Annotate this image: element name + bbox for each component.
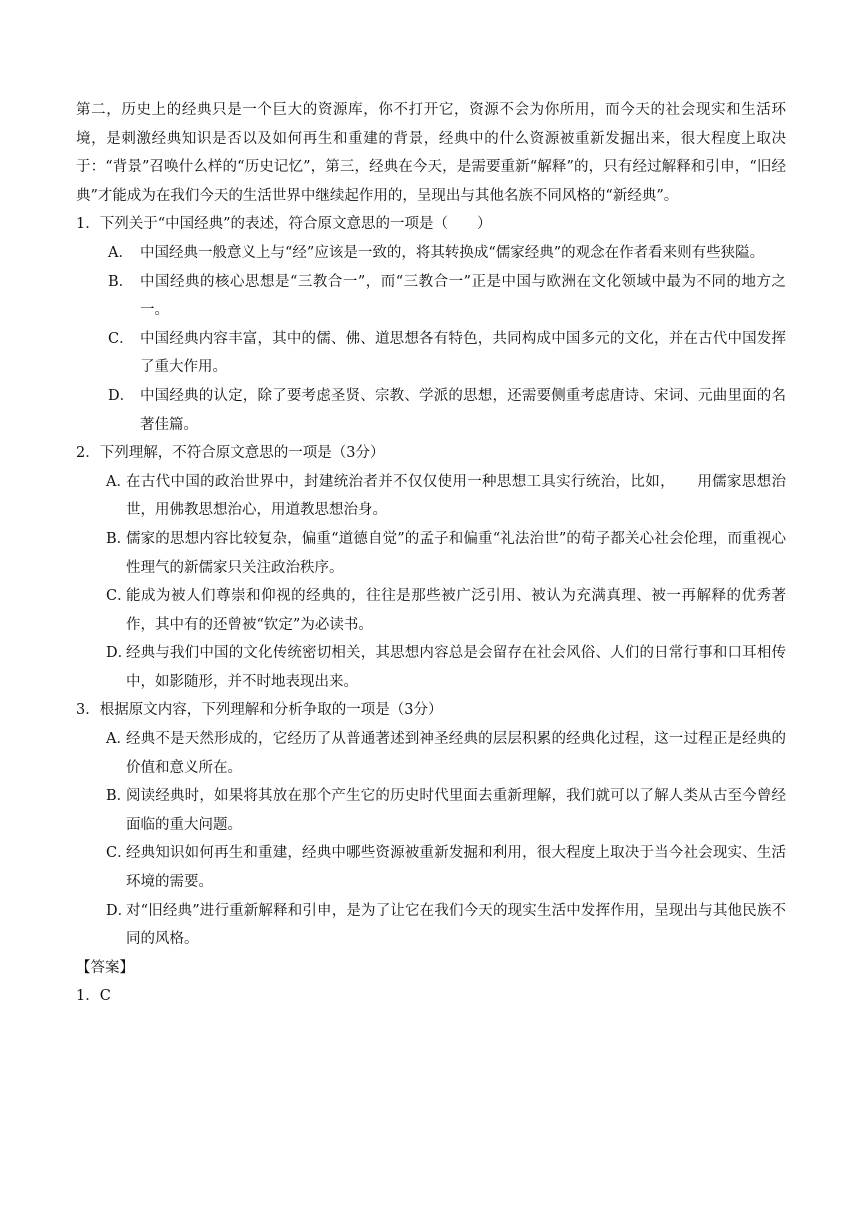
option-text: 对“旧经典”进行重新解释和引申，是为了让它在我们今天的现实生活中发挥作用，呈现出与其他民族不同的风格。 <box>126 902 786 948</box>
document-body <box>76 96 786 1011</box>
question-3-option-c <box>76 839 786 896</box>
option-text: 中国经典的认定，除了要考虑圣贤、宗教、学派的思想，还需要侧重考虑唐诗、宋词、元曲里面的名著佳篇。 <box>140 387 786 433</box>
question-2-stem: 2．下列理解，不符合原文意思的一项是（3分） <box>76 445 385 462</box>
question-3-option-a <box>76 725 786 782</box>
question-2-option-d <box>76 639 786 696</box>
question-2-option-c <box>76 582 786 639</box>
option-letter: A． <box>108 244 133 261</box>
question-2-option-a <box>76 468 786 525</box>
option-text: 中国经典一般意义上与“经”应该是一致的，将其转换成“儒家经典”的观念在作者看来则有些狭隘。 <box>140 244 765 261</box>
question-1-stem: 1．下列关于“中国经典”的表述，符合原文意思的一项是（ ） <box>76 216 492 233</box>
option-text: 儒家的思想内容比较复杂，偏重“道德自觉”的孟子和偏重“礼法治世”的荀子都关心社会伦理，而重视心性理气的新儒家只关注政治秩序。 <box>126 530 786 576</box>
answer-line-1: 1．C <box>76 988 111 1005</box>
question-3-stem: 3．根据原文内容，下列理解和分析争取的一项是（3分） <box>76 702 443 719</box>
question-1 <box>76 210 786 439</box>
option-letter: B． <box>108 273 134 290</box>
option-letter: C． <box>108 330 134 347</box>
option-text: 经典与我们中国的文化传统密切相关，其思想内容总是会留存在社会风俗、人们的日常行事和口耳相传中，如影随形，并不时地表现出来。 <box>126 645 786 690</box>
passage-paragraph: 第二，历史上的经典只是一个巨大的资源库，你不打开它，资源不会为你所用，而今天的社会现实和生活环境，是刺激经典知识是否以及如何再生和重建的背景，经典中的什么资源被重新发掘出来，很大程度上取决于：“背景”召唤什么样的“历史记忆”，第三，经典在今天，是需要重新“解释”的，只有经过解释和引申，“旧经典”才能成为在我们今天的生活世界中继续起作用的，呈现出与其他名族不同风格的“新经典”。 <box>76 102 786 204</box>
question-1-option-a <box>76 239 786 268</box>
question-3-option-d <box>76 897 786 954</box>
option-text: 能成为被人们尊崇和仰视的经典的，往往是那些被广泛引用、被认为充满真理、被一再解释的优秀著作，其中有的还曾被“钦定”为必读书。 <box>126 588 786 633</box>
question-1-option-b <box>76 268 786 325</box>
option-letter: A． <box>106 731 131 748</box>
question-3-options <box>76 725 786 954</box>
option-letter: C． <box>106 845 132 862</box>
option-letter: D． <box>108 387 135 404</box>
option-letter: B． <box>106 788 132 805</box>
question-1-option-c <box>76 325 786 382</box>
option-text: 经典知识如何再生和重建，经典中哪些资源被重新发掘和利用，很大程度上取决于当今社会现实、生活环境的需要。 <box>126 845 786 891</box>
question-3 <box>76 696 786 953</box>
option-text: 阅读经典时，如果将其放在那个产生它的历史时代里面去重新理解，我们就可以了解人类从古至今曾经面临的重大问题。 <box>126 788 786 833</box>
option-letter: D． <box>106 902 133 919</box>
question-1-options <box>76 239 786 439</box>
question-3-option-b <box>76 782 786 839</box>
option-text: 中国经典内容丰富，其中的儒、佛、道思想各有特色，共同构成中国多元的文化，并在古代中国发挥了重大作用。 <box>140 330 786 376</box>
answer-heading: 【答案】 <box>76 959 134 976</box>
option-text: 在古代中国的政治世界中，封建统治者并不仅仅使用一种思想工具实行统治，比如， 用儒家思想治世，用佛教思想治心，用道教思想治身。 <box>126 473 786 519</box>
option-letter: D． <box>106 645 133 662</box>
question-1-option-d <box>76 382 786 439</box>
option-text: 中国经典的核心思想是“三教合一”，而“三教合一”正是中国与欧洲在文化领域中最为不同的地方之一。 <box>140 273 786 319</box>
option-text: 经典不是天然形成的，它经历了从普通著述到神圣经典的层层积累的经典化过程，这一过程正是经典的价值和意义所在。 <box>126 731 786 776</box>
question-2 <box>76 439 786 696</box>
option-letter: C． <box>106 588 132 605</box>
question-2-option-b <box>76 525 786 582</box>
question-2-options <box>76 468 786 697</box>
option-letter: B． <box>106 530 132 547</box>
option-letter: A． <box>106 473 131 490</box>
